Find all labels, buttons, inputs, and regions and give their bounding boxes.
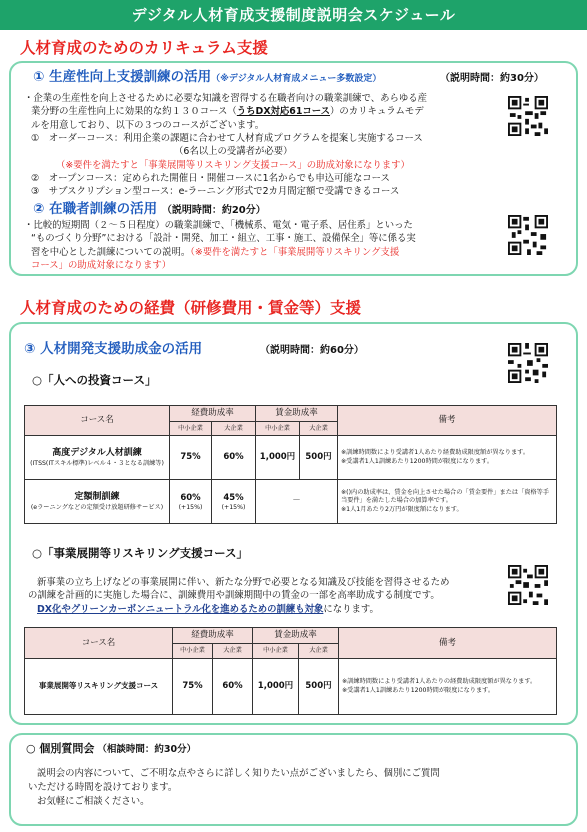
th-wage-large: 大企業 [299,644,339,659]
course-item-order-sub: （6名以上の受講者が必要） [174,146,293,158]
reskilling-course-table [24,627,557,715]
reskilling-description [28,576,508,616]
cell-expense-sme [170,480,212,524]
row-course-name [25,480,170,524]
incumbent-timing: （説明時間：約20分） [161,205,266,216]
course-heading-investment: ○「人への投資コース」 [32,373,157,387]
course-name-reskilling: 事業展開等リスキリング支援コース [25,659,173,715]
rate-bonus: (+15%) [178,503,203,511]
qr-code-icon[interactable] [508,96,548,136]
consultation-title-text: ○ 個別質問会 [26,742,95,755]
th-course-name: コース名 [25,628,173,659]
productivity-timing: （説明時間：約30分） [440,73,544,84]
note-line: ※1人1月あたり2万円が限度額になります。 [341,505,463,513]
course-name-advanced-digital: 高度デジタル人材訓練 [52,448,142,459]
th-wage-rate: 賃金助成率 [253,628,339,644]
desc-line-1: ・企業の生産性を向上させるために必要な知識を習得する在職者向けの職業訓練で、あらゆる産 [24,93,427,104]
reskilling-line-1: 新事業の立ち上げなどの事業展開に伴い、新たな分野で必要となる知識及び技能を習得させるため [37,577,450,588]
rate-value: 60% [180,492,201,503]
course-heading-reskilling: ○「事業展開等リスキリング支援コース」 [32,546,248,560]
course-item-order: ① オーダーコース：利用企業の課題に合わせて人材育成プログラムを提案し実施するコース [31,133,423,145]
note-line: ※訓練時間数により受講者1人あたり経費助成限度額が異なります。 [341,449,530,457]
th-wage-rate: 賃金助成率 [256,406,338,422]
cell-expense-large: 60% [213,659,253,715]
course-item-order-red: （※要件を満たすと「事業展開等リスキリング支援コース」の助成対象になります） [56,159,410,171]
cell-expense-sme: 75% [170,436,212,480]
incumbent-line-4-red: コース」の助成対象になります） [31,260,172,272]
course-name-advanced-digital-sub: (ITSS(ITスキル標準)レベル４・３となる訓練等) [30,460,164,467]
cell-expense-large: 60% [212,436,256,480]
consultation-title [26,741,196,757]
th-course-name: コース名 [25,406,170,436]
th-notes: 備考 [338,406,557,436]
productivity-description [24,92,504,199]
th-expense-rate: 経費助成率 [170,406,256,422]
incumbent-line-2: “ものづくり分野”における「設計・開発、加工・組立、工事・施工、設備保全」等に係る実 [31,233,416,245]
th-wage-sme: 中小企業 [253,644,299,659]
desc-line-2 [24,105,504,118]
course-item-subscription: ③ サブスクリプション型コース：e-ラーニング形式で2カ月間定額で受講できるコース [31,186,400,198]
consultation-line-2: いただける時間を設けております。 [28,782,178,794]
cell-wage-large: 500円 [300,436,338,480]
sub-title-subsidy-text: ③ 人材開発支援助成金の活用 [24,341,203,357]
dx-courses-underlined: うちDX対応61コース [236,106,331,118]
qr-code-icon[interactable] [508,215,548,255]
note-line: ※受講者1人1訓練あたり1200時間が限度になります。 [342,686,495,694]
cell-expense-sme: 75% [173,659,213,715]
cell-notes [338,480,557,524]
section-heading-expenses: 人材育成のための経費（研修費用・賃金等）支援 [20,299,362,317]
table-row [25,659,557,715]
course-item-open: ② オープンコース：定められた開催日・開催コースに1名からでも申込可能なコース [31,173,390,185]
incumbent-description [24,219,504,272]
th-wage-sme: 中小企業 [256,422,300,436]
section-heading-curriculum: 人材育成のためのカリキュラム支援 [20,39,268,57]
reskilling-line-3-end: になります。 [323,603,379,615]
course-name-flat-rate-sub: (eラーニングなどの定額受け放題研修サービス) [30,504,164,511]
course-name-flat-rate: 定額制訓練 [74,492,120,503]
note-line: ※()内の助成率は、賃金を向上させた場合の「賃金要件」または「資格等手当要件」を満たした場合の加算率です。 [341,488,550,505]
incumbent-line-1: ・比較的短期間（２～５日程度）の職業訓練で、「機械系、電気・電子系、居住系」といった [24,220,413,231]
reskilling-line-2: の訓練を計画的に実施した場合に、訓練費用や訓練期間中の賃金の一部を高率助成する制度です。 [28,590,440,602]
th-expense-large: 大企業 [213,644,253,659]
reskilling-line-3 [28,603,508,616]
sub-title-incumbent [33,200,266,219]
sub-title-subsidy [24,340,202,359]
consultation-line-1: 説明会の内容について、ご不明な点やさらに詳しく知りたい点がございましたら、個別にご質問 [37,768,440,779]
table-row [25,480,557,524]
th-expense-large: 大企業 [212,422,256,436]
incumbent-line-3-red: （※要件を満たすと「事業展開等リスキリング支援 [190,246,400,258]
th-expense-sme: 中小企業 [173,644,213,659]
note-line: ※訓練時間数により受講者1人あたりの経費助成限度額が異なります。 [342,678,537,686]
desc-line-2-text: 業分野の生産性向上に効果的な約１３０コース（ [31,106,237,118]
desc-line-3: ルを用意しており、以下の３つのコースがございます。 [31,119,265,131]
cell-wage-large: 500円 [299,659,339,715]
investment-course-table [24,405,557,524]
consultation-line-3: お気軽にご相談ください。 [37,796,150,808]
cell-wage-none: － [256,480,338,524]
cell-notes [339,659,557,715]
incumbent-line-3 [24,246,504,259]
consultation-timing: （相談時間：約30分） [97,744,197,755]
rate-value: 45% [223,492,244,503]
sub-title-incumbent-text: ② 在職者訓練の活用 [33,201,158,217]
consultation-description [28,767,568,809]
qr-code-icon[interactable] [508,343,548,383]
cell-expense-large [212,480,256,524]
reskilling-dx-underlined: DX化やグリーンカーボンニュートラル化を進めるための訓練も対象 [37,603,324,615]
qr-code-icon[interactable] [508,565,548,605]
desc-line-2-end: ）のカリキュラムモデ [330,106,424,118]
incumbent-line-3-text: 習を中心とした訓練についての説明。 [31,246,191,258]
banner-title: デジタル人材育成支援制度説明会スケジュール [0,0,587,30]
note-line: ※受講者1人1訓練あたり1200時間が限度になります。 [341,457,494,465]
sub-title-productivity-text: ① 生産性向上支援訓練の活用 [33,69,212,85]
sub-title-productivity-note: （※デジタル人材育成メニュー多数設定） [211,74,382,84]
table-row [25,436,557,480]
cell-notes [338,436,557,480]
rate-bonus: (+15%) [221,503,246,511]
sub-title-productivity [33,68,381,87]
row-course-name [25,436,170,480]
th-wage-large: 大企業 [300,422,338,436]
th-notes: 備考 [339,628,557,659]
cell-wage-sme: 1,000円 [256,436,300,480]
subsidy-timing: （説明時間：約60分） [260,345,364,356]
th-expense-rate: 経費助成率 [173,628,253,644]
th-expense-sme: 中小企業 [170,422,212,436]
cell-wage-sme: 1,000円 [253,659,299,715]
